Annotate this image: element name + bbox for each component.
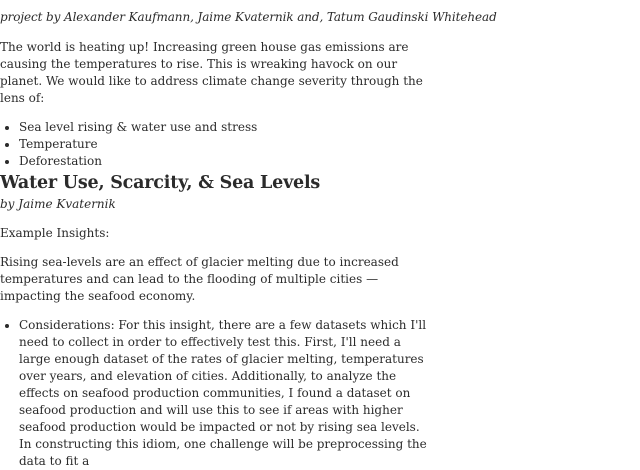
insight-paragraph: Rising sea-levels are an effect of glacier melting due to increased temperatures and can lead to the flooding of multiple cities — impacting the seafood economy. xyxy=(0,255,399,303)
list-item: • Sea level rising & water use and stress xyxy=(19,119,432,136)
example-insights-label: Example Insights: xyxy=(0,226,110,240)
intro-paragraph: The world is heating up! Increasing green house gas emissions are causing the temperatures to rise. This is wreaking havock on our planet. We would like to address climate change severity through the lens of: xyxy=(0,40,423,105)
list-item: • Temperature xyxy=(19,136,432,153)
considerations-item: • Considerations: For this insight, there are a few datasets which I'll need to collect in order to effectively test this. First, I'll need a large enough dataset of the rates of glacier melting, temperatures over years, and elevation of cities. Additionally, to analyze the effects on seafood production communities, I found a dataset on seafood production and will use this to see if areas with higher seafood production would be impacted or not by rising sea levels. In constructing this idiom, one challenge will be preprocessing the data to fit a xyxy=(19,317,432,470)
considerations-list xyxy=(0,317,432,470)
section-title: Water Use, Scarcity, & Sea Levels xyxy=(0,173,321,193)
topic-list xyxy=(0,119,432,170)
list-item: • Deforestation xyxy=(19,153,432,170)
article xyxy=(0,9,497,470)
project-byline: project by Alexander Kaufmann, Jaime Kvaternik and, Tatum Gaudinski Whitehead xyxy=(0,10,497,24)
section-author: by Jaime Kvaternik xyxy=(0,197,116,211)
